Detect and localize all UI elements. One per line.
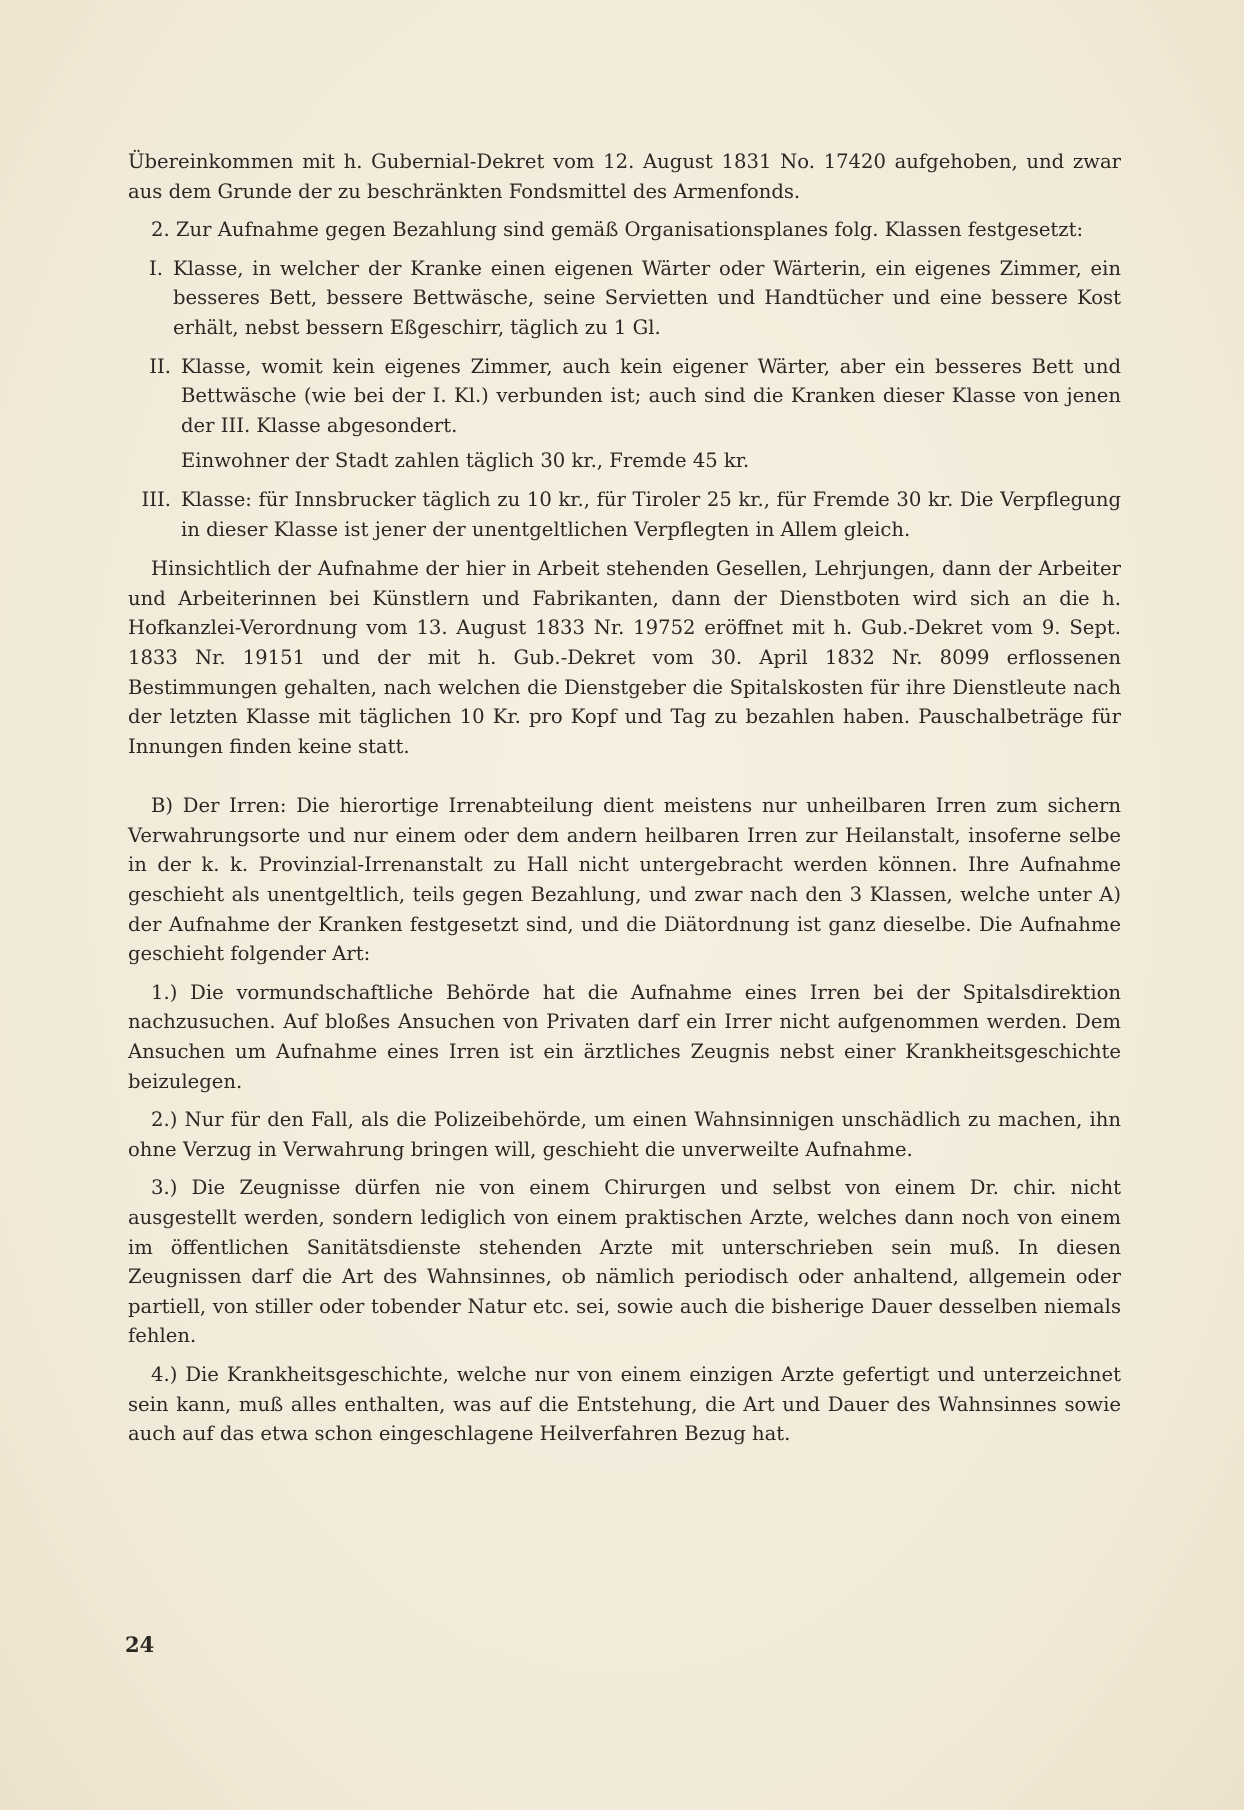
paragraph-workers: Hinsichtlich der Aufnahme der hier in Arbeit stehenden Gesellen, Lehrjungen, dann der Arbeiter und Arbeiterinnen bei Künstlern und Fabrikanten, dann der Dienstboten wird sich an die h. Hofkanzlei-Verordnung vom 13. August 1833 Nr. 19752 eröffnet mit h. Gub.-Dekret vom 9. Sept. 1833 Nr. 19151 und der mit h. Gub.-Dekret vom 30. April 1832 Nr. 8099 erflossenen Bestimmungen gehalten, nach welchen die Dienstgeber die Spitalskosten für ihre Dienstleute nach der letzten Klasse mit täglichen 10 Kr. pro Kopf und Tag zu bezahlen haben. Pauschalbeträge für Innungen finden keine statt. <box>128 557 1121 758</box>
list-item: 3.) Die Zeugnisse dürfen nie von einem Chirurgen und selbst von einem Dr. chir. nicht ausgestellt werden, sondern lediglich von einem praktischen Arzte, welches dann noch von einem im öffentlichen Sanitätsdienste stehenden Arzte mit unterschrieben sein muß. In diesen Zeugnissen darf die Art des Wahnsinnes, ob nämlich periodisch oder anhaltend, allgemein oder partiell, von stiller oder tobender Natur etc. sei, sowie auch die bisherige Dauer desselben niemals fehlen. <box>128 1176 1121 1348</box>
paragraph-continuation: Übereinkommen mit h. Gubernial-Dekret vom 12. August 1831 No. 17420 aufgehoben, und zwar aus dem Grunde der zu beschränkten Fondsmittel des Armenfonds. <box>128 150 1121 203</box>
page-number: 24 <box>125 1632 155 1657</box>
body-text <box>128 147 1121 1449</box>
list-item: 4.) Die Krankheitsgeschichte, welche nur von einem einzigen Arzte gefertigt und unterzeichnet sein kann, muß alles enthalten, was auf die Entstehung, die Art und Dauer des Wahnsinnes sowie auch auf das etwa schon eingeschlagene Heilverfahren Bezug hat. <box>128 1362 1121 1446</box>
section-b-text: Die hierortige Irrenabteilung dient meistens nur unheilbaren Irren zum sichern Verwahrungsorte und nur einem oder dem andern heilbaren Irren zur Heilanstalt, insoferne selbe in der k. k. Provinzial-Irrenanstalt zu Hall nicht untergebracht werden können. Ihre Aufnahme geschieht als unentgeltlich, teils gegen Bezahlung, und zwar nach den 3 Klassen, welche unter A) der Aufnahme der Kranken festgesetzt sind, und die Diätordnung ist ganz dieselbe. Die Aufnahme geschieht folgender Art: <box>128 794 1121 966</box>
class-description: Klasse: für Innsbrucker täglich zu 10 kr., für Tiroler 25 kr., für Fremde 30 kr. Die Verpflegung in dieser Klasse ist jener der unentgeltlichen Verpflegten in Allem gleich. <box>181 487 1121 541</box>
class-description: Klasse, womit kein eigenes Zimmer, auch kein eigener Wärter, aber ein besseres Bett und Bettwäsche (wie bei der I. Kl.) verbunden ist; auch sind die Kranken dieser Klasse von jenen der III. Klasse abgesondert. <box>181 354 1121 437</box>
section-b-paragraph <box>128 791 1121 969</box>
list-item: 1.) Die vormundschaftliche Behörde hat die Aufnahme eines Irren bei der Spitalsdirektion nachzusuchen. Auf bloßes Ansuchen von Privaten darf ein Irrer nicht aufgenommen werden. Dem Ansuchen um Aufnahme eines Irren ist ein ärztliches Zeugnis nebst einer Krankheitsgeschichte beizulegen. <box>128 980 1121 1093</box>
class-description: Klasse, in welcher der Kranke einen eigenen Wärter oder Wärterin, ein eigenes Zimmer, ein besseres Bett, bessere Bettwäsche, seine Servietten und Handtücher und eine bessere Kost erhält, nebst bessern Eßgeschirr, täglich zu 1 Gl. <box>173 256 1121 339</box>
class-number: II. <box>149 354 171 378</box>
list-item: 2.) Nur für den Fall, als die Polizeibehörde, um einen Wahnsinnigen unschädlich zu machen, ihn ohne Verzug in Verwahrung bringen will, geschieht die unverweilte Aufnahme. <box>128 1108 1121 1161</box>
section-heading: B) Der Irren: <box>151 794 287 818</box>
class-item-2 <box>128 352 1121 476</box>
class-item-1 <box>128 254 1121 343</box>
class-number: III. <box>141 487 171 511</box>
class-number: I. <box>149 256 163 280</box>
paragraph-classes-intro: 2. Zur Aufnahme gegen Bezahlung sind gemäß Organisationsplanes folg. Klassen festgesetzt: <box>151 218 1084 242</box>
class-item-3 <box>128 485 1121 544</box>
class-fee-note: Einwohner der Stadt zahlen täglich 30 kr., Fremde 45 kr. <box>181 449 750 473</box>
